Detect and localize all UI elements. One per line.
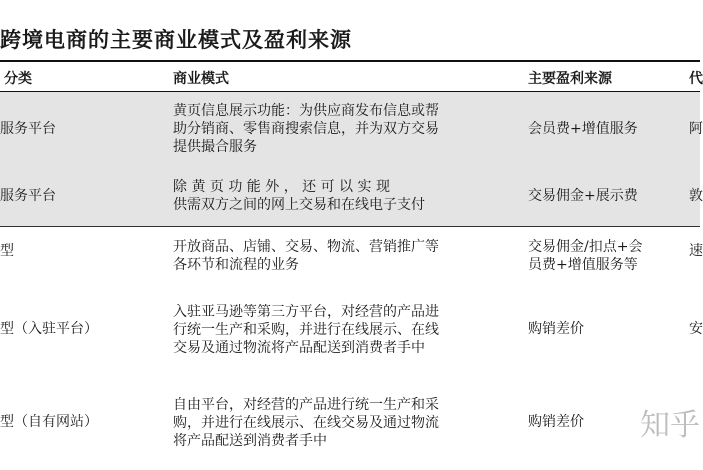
page-title: 跨境电商的主要商业模式及盈利来源 — [0, 27, 352, 52]
row-model: 开放商品、店铺、交易、物流、营销推广等 各环节和流程的业务 — [173, 239, 439, 273]
row-example: 速 — [689, 243, 703, 259]
row-example: 敦 — [689, 188, 703, 204]
group-divider — [0, 226, 700, 227]
row-revenue: 交易佣金/扣点+会 员费+增值服务等 — [528, 239, 643, 273]
row-model: 自由平台，对经营的产品进行统一生产和采 购，并进行在线展示、在线交易及通过物流 将产品配送到消费者手中 — [173, 397, 439, 449]
header-example: 代 — [689, 71, 703, 87]
row-model: 黄页信息展示功能：为供应商发布信息或帮 助分销商、零售商搜索信息，并为双方交易 提供撮合服务 — [173, 103, 439, 155]
row-category: 服务平台 — [0, 121, 56, 137]
row-model: 除 黄 页 功 能 外 ， 还 可 以 实 现 供需双方之间的网上交易和在线电子支付 — [173, 179, 425, 213]
header-revenue: 主要盈利来源 — [528, 71, 612, 87]
row-category: 型 — [0, 243, 14, 259]
row-revenue: 购销差价 — [528, 414, 584, 430]
header-category: 分类 — [4, 71, 32, 87]
row-model: 入驻亚马逊等第三方平台，对经营的产品进 行统一生产和采购，并进行在线展示、在线 交易及通过物流将产品配送到消费者手中 — [173, 304, 439, 356]
row-category: 服务平台 — [0, 188, 56, 204]
row-category: 型（入驻平台） — [0, 321, 98, 337]
row-revenue: 会员费+增值服务 — [528, 121, 638, 137]
row-example: 阿 — [689, 121, 703, 137]
row-revenue: 交易佣金+展示费 — [528, 188, 638, 204]
zhihu-watermark: 知乎 — [640, 408, 700, 443]
row-example: 安 — [689, 321, 703, 337]
row-revenue: 购销差价 — [528, 321, 584, 337]
table-header — [0, 62, 703, 90]
header-model: 商业模式 — [173, 71, 229, 87]
row-category: 型（自有网站） — [0, 414, 98, 430]
